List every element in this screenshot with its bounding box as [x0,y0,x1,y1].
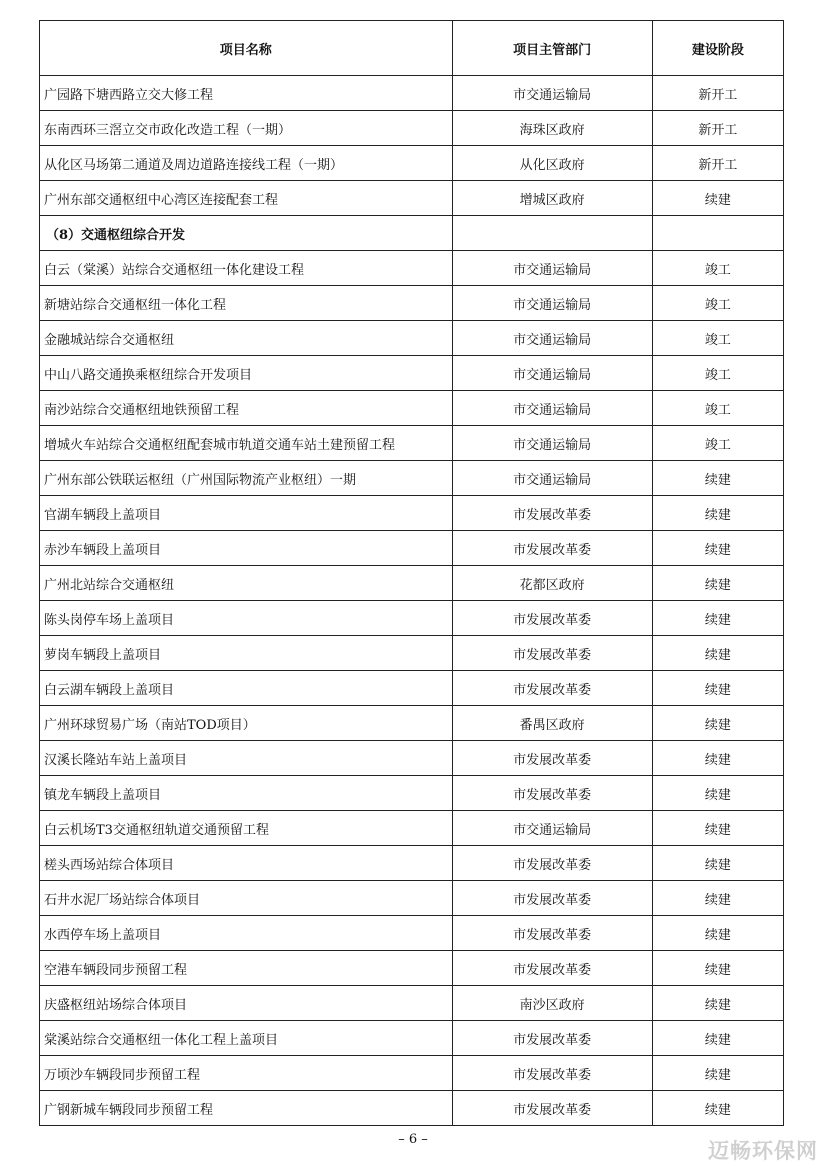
table-row [40,321,784,356]
table-header-row [40,21,784,76]
department-cell: 市发展改革委 [452,846,652,881]
stage-cell: 新开工 [652,76,783,111]
department-cell: 番禺区政府 [452,706,652,741]
project-name-cell: 广州东部公铁联运枢纽（广州国际物流产业枢纽）一期 [40,461,453,496]
stage-cell: 续建 [652,181,783,216]
stage-cell: 竣工 [652,426,783,461]
project-name-cell: （8）交通枢纽综合开发 [40,216,453,251]
stage-cell: 续建 [652,636,783,671]
table-row [40,1021,784,1056]
table-row [40,76,784,111]
department-cell: 市发展改革委 [452,1056,652,1091]
project-name-cell: 万顷沙车辆段同步预留工程 [40,1056,453,1091]
department-cell: 市交通运输局 [452,356,652,391]
project-name-cell: 广园路下塘西路立交大修工程 [40,76,453,111]
department-cell: 市发展改革委 [452,1091,652,1126]
department-cell: 市发展改革委 [452,636,652,671]
project-name-cell: 水西停车场上盖项目 [40,916,453,951]
table-row [40,916,784,951]
project-name-cell: 白云湖车辆段上盖项目 [40,671,453,706]
department-cell: 海珠区政府 [452,111,652,146]
department-cell: 市发展改革委 [452,601,652,636]
page-number: – 6 – [398,1132,428,1147]
department-cell: 市交通运输局 [452,461,652,496]
stage-cell: 续建 [652,811,783,846]
table-body [40,76,784,1126]
table-row [40,811,784,846]
project-name-cell: 槎头西场站综合体项目 [40,846,453,881]
department-cell: 市发展改革委 [452,881,652,916]
stage-cell: 续建 [652,776,783,811]
watermark: 迈畅环保网 [708,1139,818,1163]
department-cell: 花都区政府 [452,566,652,601]
project-table [39,20,784,1126]
stage-cell: 续建 [652,741,783,776]
project-name-cell: 中山八路交通换乘枢纽综合开发项目 [40,356,453,391]
stage-cell: 续建 [652,566,783,601]
project-name-cell: 南沙站综合交通枢纽地铁预留工程 [40,391,453,426]
stage-cell: 续建 [652,671,783,706]
project-name-cell: 白云机场T3交通枢纽轨道交通预留工程 [40,811,453,846]
stage-cell: 续建 [652,601,783,636]
project-name-cell: 广州环球贸易广场（南站TOD项目） [40,706,453,741]
table-row [40,776,784,811]
project-name-cell: 汉溪长隆站车站上盖项目 [40,741,453,776]
stage-cell: 续建 [652,1091,783,1126]
project-name-cell: 广州东部交通枢纽中心湾区连接配套工程 [40,181,453,216]
table-row [40,1056,784,1091]
table-row [40,706,784,741]
stage-cell: 续建 [652,531,783,566]
table-row [40,881,784,916]
table-row [40,461,784,496]
project-name-cell: 空港车辆段同步预留工程 [40,951,453,986]
table-row [40,1091,784,1126]
table-row [40,986,784,1021]
table-row [40,636,784,671]
table-row [40,671,784,706]
header-department: 项目主管部门 [452,21,652,76]
table-row [40,741,784,776]
stage-cell: 竣工 [652,321,783,356]
table-row [40,846,784,881]
department-cell: 市交通运输局 [452,391,652,426]
project-name-cell: 赤沙车辆段上盖项目 [40,531,453,566]
project-name-cell: 广钢新城车辆段同步预留工程 [40,1091,453,1126]
department-cell: 市交通运输局 [452,321,652,356]
stage-cell: 续建 [652,1056,783,1091]
table-row [40,426,784,461]
stage-cell: 续建 [652,986,783,1021]
department-cell: 市发展改革委 [452,1021,652,1056]
department-cell: 南沙区政府 [452,986,652,1021]
project-name-cell: 白云（棠溪）站综合交通枢纽一体化建设工程 [40,251,453,286]
table-row [40,251,784,286]
stage-cell: 续建 [652,881,783,916]
department-cell: 市发展改革委 [452,531,652,566]
stage-cell: 续建 [652,461,783,496]
table-row [40,531,784,566]
department-cell: 市发展改革委 [452,916,652,951]
project-name-cell: 从化区马场第二通道及周边道路连接线工程（一期） [40,146,453,181]
table-row [40,356,784,391]
department-cell: 市交通运输局 [452,811,652,846]
section-heading-row [40,216,784,251]
project-name-cell: 东南西环三滘立交市政化改造工程（一期） [40,111,453,146]
stage-cell: 新开工 [652,146,783,181]
project-name-cell: 萝岗车辆段上盖项目 [40,636,453,671]
department-cell [452,216,652,251]
header-project-name: 项目名称 [40,21,453,76]
project-name-cell: 棠溪站综合交通枢纽一体化工程上盖项目 [40,1021,453,1056]
stage-cell: 续建 [652,496,783,531]
department-cell: 市发展改革委 [452,741,652,776]
table-row [40,601,784,636]
stage-cell: 竣工 [652,356,783,391]
header-stage: 建设阶段 [652,21,783,76]
table-row [40,181,784,216]
stage-cell: 新开工 [652,111,783,146]
department-cell: 从化区政府 [452,146,652,181]
department-cell: 市交通运输局 [452,251,652,286]
project-name-cell: 广州北站综合交通枢纽 [40,566,453,601]
department-cell: 市交通运输局 [452,76,652,111]
department-cell: 市交通运输局 [452,426,652,461]
table-row [40,496,784,531]
project-name-cell: 镇龙车辆段上盖项目 [40,776,453,811]
table-row [40,566,784,601]
project-name-cell: 石井水泥厂场站综合体项目 [40,881,453,916]
stage-cell: 续建 [652,951,783,986]
project-name-cell: 庆盛枢纽站场综合体项目 [40,986,453,1021]
stage-cell: 续建 [652,846,783,881]
project-name-cell: 陈头岗停车场上盖项目 [40,601,453,636]
department-cell: 市发展改革委 [452,951,652,986]
project-name-cell: 增城火车站综合交通枢纽配套城市轨道交通车站土建预留工程 [40,426,453,461]
table-row [40,391,784,426]
department-cell: 市交通运输局 [452,286,652,321]
stage-cell: 续建 [652,916,783,951]
table-row [40,286,784,321]
project-name-cell: 金融城站综合交通枢纽 [40,321,453,356]
table-row [40,111,784,146]
stage-cell: 竣工 [652,391,783,426]
department-cell: 市发展改革委 [452,671,652,706]
stage-cell [652,216,783,251]
stage-cell: 续建 [652,706,783,741]
project-name-cell: 官湖车辆段上盖项目 [40,496,453,531]
department-cell: 市发展改革委 [452,496,652,531]
stage-cell: 竣工 [652,251,783,286]
project-name-cell: 新塘站综合交通枢纽一体化工程 [40,286,453,321]
table-row [40,146,784,181]
stage-cell: 竣工 [652,286,783,321]
department-cell: 市发展改革委 [452,776,652,811]
stage-cell: 续建 [652,1021,783,1056]
department-cell: 增城区政府 [452,181,652,216]
table-row [40,951,784,986]
